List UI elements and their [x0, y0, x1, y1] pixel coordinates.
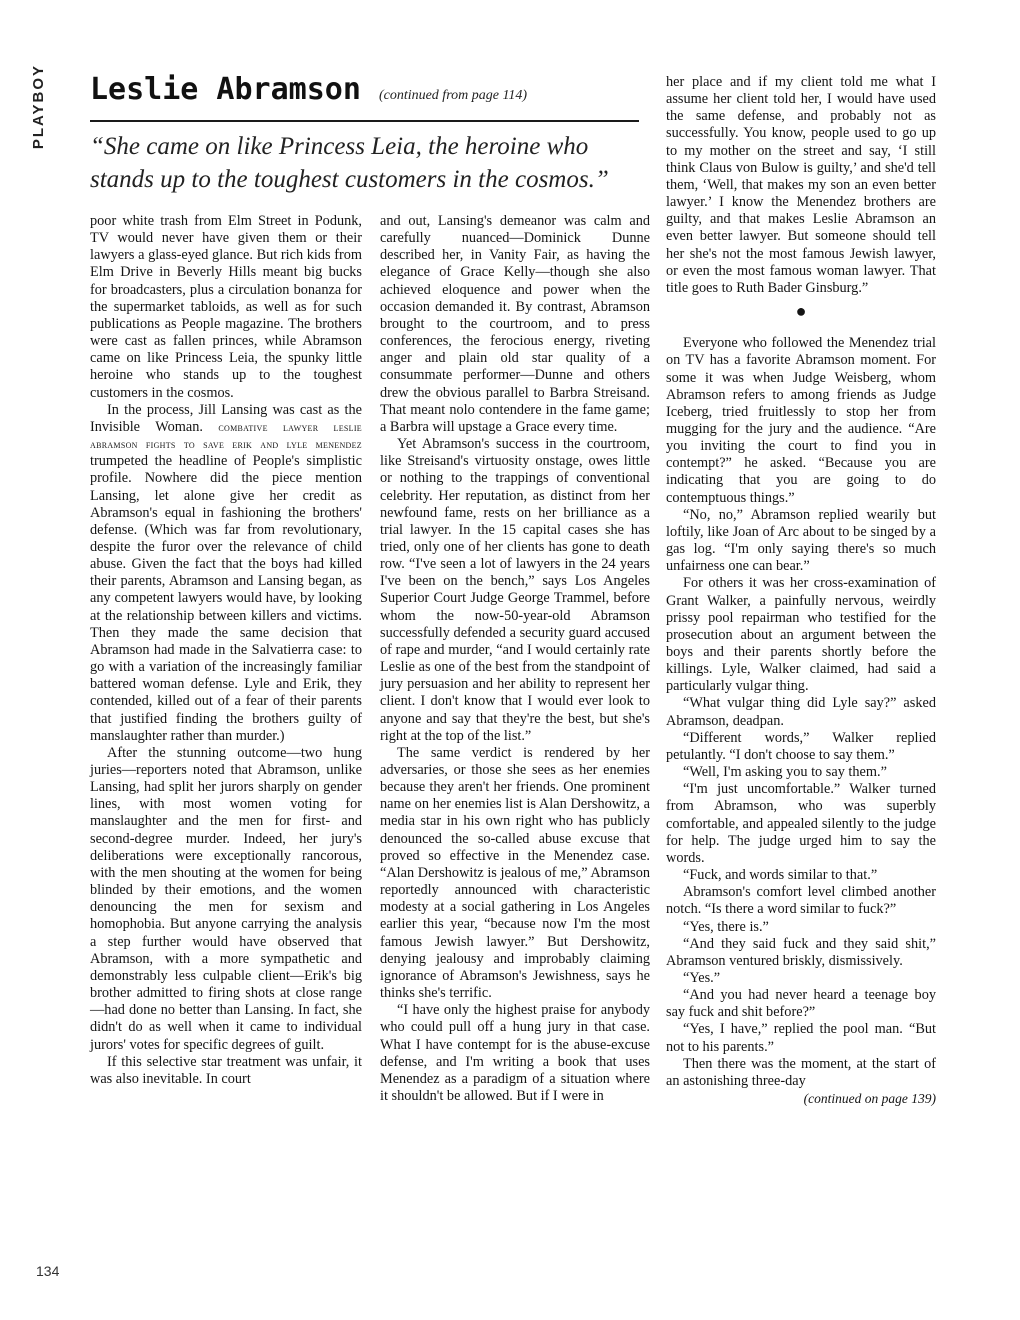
- paragraph: poor white trash from Elm Street in Podunk, TV would never have given them or their lawyers a glass-eyed glance. But rich kids from Elm Drive in Beverly Hills meant big bucks for broadcasters, plus a circulation bonanza for the supermarket tabloids, as well as for such publications as People magazine. The brothers were cast as fallen princes, while Abramson came on like Princess Leia, the spunky little heroine who stands up to the toughest customers in the cosmos.: [90, 213, 362, 401]
- paragraph: “Fuck, and words similar to that.”: [683, 867, 878, 884]
- continued-on: (continued on page 139): [803, 1091, 936, 1107]
- paragraph: After the stunning outcome—two hung juries—reporters noted that Abramson, unlike Lansing, had split her jurors sharply on gender lines, with most women voting for manslaughter and the men for first- and second-degree murder. Indeed, her jury's deliberations were exceptionally rancorous, with the men shouting at the women for being blinded by their emotions, and the women denouncing the men for sexism and homophobia. But anyone carrying the analysis a step further would have observed that Abramson, with a more sympathetic and demonstrably less culpable client—Erik's big brother admitted to firing shots at close range—had done no better than Lansing. In fact, she didn't do as well when it came to individual jurors' votes for specific degrees of guilt.: [90, 744, 362, 1053]
- paragraph: Abramson's comfort level climbed another notch. “Is there a word similar to fuck?”: [666, 884, 936, 918]
- paragraph: “Well, I'm asking you to say them.”: [683, 764, 887, 781]
- headline-quote: combative lawyer leslie abramson fights to save erik and lyle menendez: [90, 419, 362, 452]
- column-2: [380, 213, 650, 1105]
- paragraph: “No, no,” Abramson replied wearily but loftily, like Joan of Arc about to be singed by a gas log. “I'm only saying there's so much unfairness one can bear.”: [666, 506, 936, 575]
- paragraph: [90, 402, 362, 745]
- paragraph: “I'm just uncomfortable.” Walker turned from Abramson, who was superbly comfortable, and appealed silently to the judge for help. The judge urged him to say the words.: [666, 781, 936, 866]
- paragraph: “Yes, I have,” replied the pool man. “But not to his parents.”: [666, 1021, 936, 1055]
- column-3: [666, 74, 936, 1107]
- pull-quote: “She came on like Princess Leia, the heroine who stands up to the toughest customers in the cosmos.”: [90, 133, 609, 193]
- paragraph: For others it was her cross-examination of Grant Walker, a painfully nervous, weirdly prissy pool repairman who testified for the prosecution about an argument between the boys and their parents shortly before the killings. Lyle, Walker claimed, had said a particularly vulgar thing.: [666, 575, 936, 695]
- continued-from: (continued from page 114): [378, 88, 528, 103]
- paragraph: “Different words,” Walker replied petulantly. “I don't choose to say them.”: [666, 729, 936, 763]
- paragraph: “What vulgar thing did Lyle say?” asked Abramson, deadpan.: [666, 695, 936, 729]
- paragraph: her place and if my client told me what I assume her client told her, I would have used the same defense, and probably not as successfully. You know, people used to go up to my mother on the street and say, ‘I still think Claus von Bulow is guilty,’ and she'd tell them, ‘Well, that makes my son an even better lawyer.’ I know the Menendez brothers are guilty, and that makes Leslie Abramson an even better lawyer. But someone should tell her she's not the most famous Jewish lawyer, or even the most famous woman lawyer. That title goes to Ruth Bader Ginsburg.”: [666, 74, 936, 296]
- magazine-name: PLAYBOY: [30, 64, 47, 150]
- article-header: [90, 72, 640, 107]
- column-1: [90, 213, 362, 1088]
- paragraph: “And you had never heard a teenage boy say fuck and shit before?”: [666, 987, 936, 1021]
- paragraph: and out, Lansing's demeanor was calm and carefully nuanced—Dominick Dunne described her, in Vanity Fair, as having the elegance of Grace Kelly—though she also achieved eloquence and power when the occasion demanded it. By contrast, Abramson brought to the courtroom, and to press conferences, the ferocious energy, riveting anger and plain old star quality of a consummate performer—Dunne and others drew the obvious parallel to Barbra Streisand. That meant nolo contendere in the fame game; a Barbra will upstage a Grace every time.: [380, 213, 650, 435]
- page-number: 134: [36, 1263, 60, 1279]
- paragraph: “And they said fuck and they said shit,” Abramson ventured briskly, dismissively.: [666, 935, 936, 969]
- paragraph: “I have only the highest praise for anybody who could pull off a hung jury in that case. What I have contempt for is the abuse-excuse defense, and I'm writing a book that uses Menendez as a paradigm of a situation where it shouldn't be allowed. But if I were in: [380, 1002, 650, 1104]
- paragraph: If this selective star treatment was unfair, it was also inevitable. In court: [90, 1053, 362, 1087]
- text-run: In the process, Jill Lansing was cast as the Invisible Woman.: [90, 401, 362, 435]
- paragraph: The same verdict is rendered by her adversaries, or those she sees as her enemies because they aren't her friends. One prominent name on her enemies list is Alan Dershowitz, a media star in his own right who has publicly denounced the so-called abuse excuse that proved so effective in the Menendez case. “Alan Dershowitz is jealous of me,” Abramson reportedly announced with characteristic modesty at a social gathering in Los Angeles earlier this year, “because now I'm the most famous Jewish lawyer.” But Dershowitz, denying jealousy and improbably claiming ignorance of Abramson's Jewishness, says he thinks she's terrific.: [380, 744, 650, 1002]
- text-run: trumpeted the headline of People's simplistic profile. Nowhere did the piece mention Lansing, let alone give her credit as Abramson's equal in fashioning the brothers' defense. (Which was far from revolutionary, despite the furor over the relevance of child abuse. Given the fact that the boys had killed their parents, Abramson and Lansing began, as any competent lawyers would have, by looking at the relationship between killers and victims. Then they made the same decision that Abramson had made in the Salvatierra case: to go with a variation of the increasingly familiar battered woman defense. Lyle and Erik, they contended, killed out of a fear of their parents that justified finding the brothers guilty of manslaughter rather than murder.): [90, 453, 362, 744]
- article-title: Leslie Abramson: [90, 72, 361, 107]
- paragraph: “Yes, there is.”: [683, 918, 769, 935]
- paragraph: Everyone who followed the Menendez trial on TV has a favorite Abramson moment. For some it was when Judge Weisberg, whom Abramson refers to among friends as Judge Iceberg, tried fruitlessly to stop her from mugging for the jury and the audience. “Are you inviting the court to find you in contempt?” he asked. “Because you are indicating that you are going to do contemptuous things.”: [666, 335, 936, 506]
- title-rule: [90, 120, 639, 122]
- paragraph: Yet Abramson's success in the courtroom, like Streisand's virtuosity onstage, owes little or nothing to the trappings of conventional celebrity. Her reputation, as distinct from her newfound fame, rests on her brilliance as a trial lawyer. In the 15 capital cases she has tried, only one of her clients has gone to death row. “I've seen a lot of lawyers in the 24 years I've been on the bench,” says Los Angeles Superior Court Judge George Trammel, before whom the now-50-year-old Abramson successfully defended a security guard accused of rape and murder, “and I would certainly rate Leslie as one of the best from the standpoint of jury persuasion and her ability to represent her client. I don't know that I would ever look to anyone and say that they're the best, but she's right at the top of the list.”: [380, 436, 650, 744]
- section-bullet: ●: [795, 301, 807, 322]
- paragraph: “Yes.”: [683, 969, 721, 986]
- paragraph: Then there was the moment, at the start of an astonishing three-day: [666, 1055, 936, 1089]
